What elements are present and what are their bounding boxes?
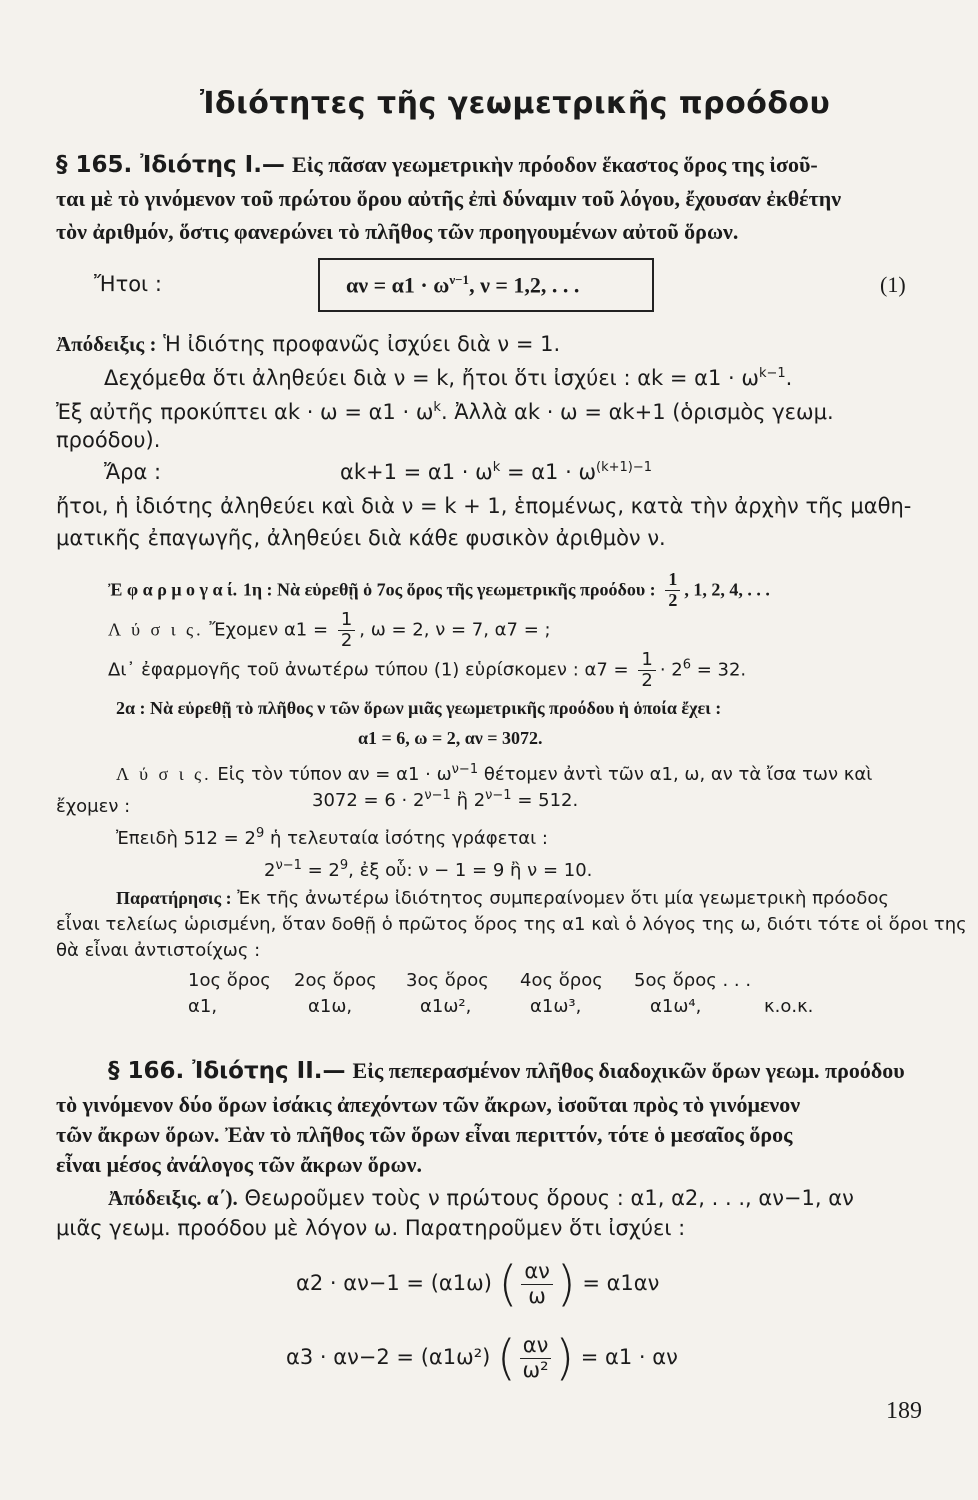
proof-a-eq2-fraction — [520, 1334, 552, 1381]
equation-1 — [312, 788, 578, 811]
ara-exp-2: (k+1)−1 — [596, 460, 653, 475]
applications-label: Ἐ φ α ρ μ ο γ α ί. — [108, 579, 238, 600]
epeidi-a: Ἐπειδὴ 512 = 2 — [116, 828, 256, 849]
equation-1-a: 3072 = 6 · 2 — [312, 790, 425, 811]
solution-2-a: Δι᾿ ἐφαρμογῆς τοῦ ἀνωτέρω τύπου (1) εὑρίσκομεν : α7 = — [108, 659, 629, 681]
example-1-fraction — [665, 570, 680, 611]
frac-numerator: 1 — [665, 570, 680, 591]
solution-2 — [108, 650, 746, 691]
remark-label: Παρατήρησις : — [116, 888, 232, 908]
ara-label: Ἄρα : — [104, 460, 162, 484]
section-166-text-1: Εἰς πεπερασμένον πλῆθος διαδοχικῶν ὅρων γεωμ. προόδου — [352, 1058, 905, 1083]
example-1: 1η : Νὰ εὑρεθῇ ὁ 7ος ὅρος τῆς γεωμετρικῆς προόδου : — [242, 579, 656, 600]
solution-2-c: = 32. — [691, 659, 747, 681]
proof-a-eq1-fraction — [521, 1260, 553, 1307]
remark-line-1 — [116, 888, 889, 909]
proof-a-text-1: Θεωροῦμεν τοὺς ν πρώτους ὅρους : α1, α2, . . ., αν−1, αν — [244, 1186, 854, 1210]
section-165-text-1: Εἰς πᾶσαν γεωμετρικὴν πρόοδον ἕκαστος ὅρος της ἰσοῦ- — [291, 152, 818, 177]
solution-1-a: Ἔχομεν α1 = — [209, 619, 329, 641]
frac-numerator: αν — [521, 1260, 553, 1284]
lysis-label-2: Λ ύ σ ι ς. — [116, 764, 212, 784]
left-paren: ( — [498, 1256, 518, 1312]
section-165-line-2: ται μὲ τὸ γινόμενον τοῦ πρώτου ὅρου αὐτῆς ἐπὶ δύναμιν τοῦ λόγου, ἔχουσαν ἐκθέτην — [56, 186, 842, 211]
equation-2 — [264, 858, 592, 881]
solution-3 — [116, 762, 872, 785]
terms-label-2: 2ος ὅρος — [294, 970, 377, 991]
proof-line-3 — [56, 400, 834, 424]
epeidi-b: ἡ τελευταία ἰσότης γράφεται : — [264, 828, 548, 849]
ara-formula-b: = α1 · ω — [500, 460, 597, 484]
proof-line-4: προόδου). — [56, 428, 161, 452]
proof-a-line-2: μιᾶς γεωμ. προόδου μὲ λόγον ω. Παρατηροῦμεν ὅτι ἰσχύει : — [56, 1216, 686, 1240]
proof-text-3: Ἐξ αὐτῆς προκύπτει αk · ω = α1 · ω — [56, 400, 434, 424]
equation-2-exp: ν−1 — [275, 858, 302, 873]
section-166-line-3: τῶν ἄκρων ὅρων. Ἐὰν τὸ πλῆθος τῶν ὅρων εἶναι περιττόν, τότε ὁ μεσαῖος ὅρος — [56, 1122, 793, 1147]
proof-text-1: Ἡ ἰδιότης προφανῶς ἰσχύει διὰ ν = 1. — [163, 332, 561, 356]
terms-label-4: 4ος ὅρος — [520, 970, 603, 991]
right-paren: ) — [555, 1330, 575, 1386]
proof-text-3b: . Ἀλλὰ αk · ω = αk+1 (ὁρισμὸς γεωμ. — [440, 400, 834, 424]
proof-line-6: ματικῆς ἐπαγωγῆς, ἀληθεύει διὰ κάθε φυσικὸν ἀριθμὸν ν. — [56, 526, 666, 550]
section-166-line-1 — [108, 1058, 905, 1084]
terms-value-2: α1ω, — [308, 996, 353, 1017]
applications-line-1 — [108, 570, 770, 611]
proof-label: Ἀπόδειξις : — [56, 332, 157, 356]
frac-denominator: 2 — [668, 589, 678, 610]
solution-1 — [108, 610, 551, 651]
terms-value-etc: κ.ο.κ. — [764, 996, 814, 1017]
section-165-line-1 — [56, 152, 818, 178]
example-2: 2α : Νὰ εὑρεθῇ τὸ πλῆθος ν τῶν ὅρων μιᾶς γεωμετρικῆς προόδου ἡ ὁποία ἔχει : — [116, 698, 722, 718]
section-166-line-2: τὸ γινόμενον δύο ὅρων ἰσάκις ἀπεχόντων τῶν ἄκρων, ἰσοῦται πρὸς τὸ γινόμενον — [56, 1092, 801, 1117]
formula-1-exponent: ν−1 — [449, 272, 470, 287]
formula-1-lhs: αν = α1 · ω — [346, 272, 450, 298]
proof-a-label: Ἀπόδειξις. α΄). — [108, 1186, 238, 1210]
solution-2-exp: 6 — [682, 657, 691, 673]
proof-a-eq2-a: α3 · αν−2 = (α1ω²) — [286, 1345, 491, 1369]
equation-2-a: 2 — [264, 860, 276, 881]
frac-numerator: 1 — [338, 610, 355, 631]
left-paren: ( — [497, 1330, 516, 1386]
remark-line-3: θὰ εἶναι ἀντιστοίχως : — [56, 940, 261, 961]
ara-formula-a: αk+1 = α1 · ω — [340, 460, 493, 484]
formula-1-rhs: , ν = 1,2, . . . — [469, 272, 580, 298]
example-2-values: α1 = 6, ω = 2, αν = 3072. — [358, 728, 543, 748]
ara-exp-1: k — [492, 460, 501, 475]
terms-value-4: α1ω³, — [530, 996, 582, 1017]
frac-numerator: 1 — [638, 650, 655, 671]
solution-2-fraction — [638, 650, 655, 691]
lysis-label-1: Λ ύ σ ι ς. — [108, 619, 204, 640]
solution-3-exp: ν−1 — [451, 762, 479, 777]
epeidi-exp: 9 — [255, 826, 265, 841]
section-165-line-3: τὸν ἀριθμόν, ὅστις φανερώνει τὸ πλῆθος τῶν προηγουμένων αὐτοῦ ὅρων. — [56, 219, 739, 244]
solution-3-b: θέτομεν ἀντὶ τῶν α1, ω, αν τὰ ἴσα των καὶ — [478, 764, 873, 785]
remark-line-2: εἶναι τελείως ὡρισμένη, ὅταν δοθῇ ὁ πρῶτος ὅρος της α1 καὶ ὁ λόγος της ω, διότι τότε οἱ ὅροι της — [56, 914, 967, 935]
solution-1-b: , ω = 2, ν = 7, α7 = ; — [359, 619, 551, 641]
formula-1 — [346, 272, 579, 298]
terms-value-1: α1, — [188, 996, 218, 1017]
htoi-label: Ἤτοι : — [94, 272, 162, 296]
section-166-line-4: εἶναι μέσος ἀνάλογος τῶν ἄκρων ὅρων. — [56, 1152, 422, 1177]
formula-1-tag: (1) — [880, 272, 906, 297]
example-1-tail: , 1, 2, 4, . . . — [684, 579, 770, 600]
remark-text-1: Ἐκ τῆς ἀνωτέρω ἰδιότητος συμπεραίνομεν ὅτι μία γεωμετρικὴ πρόοδος — [237, 888, 889, 909]
terms-label-5: 5ος ὅρος . . . — [634, 970, 752, 991]
proof-a-equation-1 — [296, 1256, 659, 1312]
epeidi-line — [116, 826, 548, 849]
equation-1-exp2: ν−1 — [485, 788, 512, 803]
proof-exp-2: k−1 — [758, 366, 786, 381]
proof-a-eq1-b: = α1αν — [582, 1271, 660, 1295]
ara-formula — [340, 460, 652, 484]
exomen-label: ἔχομεν : — [56, 796, 131, 817]
terms-value-3: α1ω², — [420, 996, 472, 1017]
proof-a-eq2-b: = α1 · αν — [580, 1345, 678, 1369]
proof-line-2: Δεχόμεθα ὅτι ἀληθεύει διὰ ν = k, ἤτοι ὅτι ἰσχύει : $\alpha k = \alpha 1 \cdot \omega^{k-1}$. — [104, 366, 793, 390]
solution-1-fraction — [338, 610, 355, 651]
equation-1-c: = 512. — [511, 790, 579, 811]
proof-line-1 — [56, 332, 560, 357]
proof-line-5: ἤτοι, ἡ ἰδιότης ἀληθεύει καὶ διὰ ν = k + 1, ἑπομένως, κατὰ τὴν ἀρχὴν τῆς μαθη- — [56, 494, 912, 518]
frac-denominator: ω² — [522, 1357, 549, 1382]
terms-label-3: 3ος ὅρος — [406, 970, 489, 991]
equation-2-exp2: 9 — [339, 858, 349, 873]
proof-a-equation-2 — [286, 1330, 678, 1386]
proof-a-eq1-a: α2 · αν−1 = (α1ω) — [296, 1271, 492, 1295]
equation-1-b: ἢ 2 — [450, 790, 486, 811]
terms-value-5: α1ω⁴, — [650, 996, 702, 1017]
equation-2-b: = 2 — [301, 860, 340, 881]
frac-denominator: 2 — [340, 629, 353, 651]
frac-numerator: αν — [520, 1334, 552, 1358]
frac-denominator: ω — [528, 1283, 546, 1308]
equation-1-exp: ν−1 — [424, 788, 451, 803]
equation-2-c: , ἐξ οὗ: ν − 1 = 9 ἢ ν = 10. — [348, 860, 593, 881]
page-number: 189 — [886, 1398, 922, 1424]
proof-a-line-1 — [108, 1186, 854, 1211]
proof-exp-3: k — [433, 400, 441, 415]
solution-2-b: · 2 — [659, 659, 683, 681]
right-paren: ) — [556, 1256, 576, 1312]
terms-label-1: 1ος ὅρος — [188, 970, 271, 991]
proof-text-2: Δεχόμεθα ὅτι ἀληθεύει διὰ ν = k, ἤτοι ὅτι ἰσχύει : αk = α1 · ω — [104, 366, 759, 390]
page-title: Ἰδιότητες τῆς γεωμετρικῆς προόδου — [200, 86, 831, 121]
section-165-heading: § 165. Ἰδιότης Ι.— — [56, 152, 285, 178]
section-166-heading: § 166. Ἰδιότης ΙΙ.— — [108, 1058, 346, 1084]
frac-denominator: 2 — [641, 669, 653, 691]
solution-3-a: Εἰς τὸν τύπον αν = α1 · ω — [217, 764, 452, 785]
